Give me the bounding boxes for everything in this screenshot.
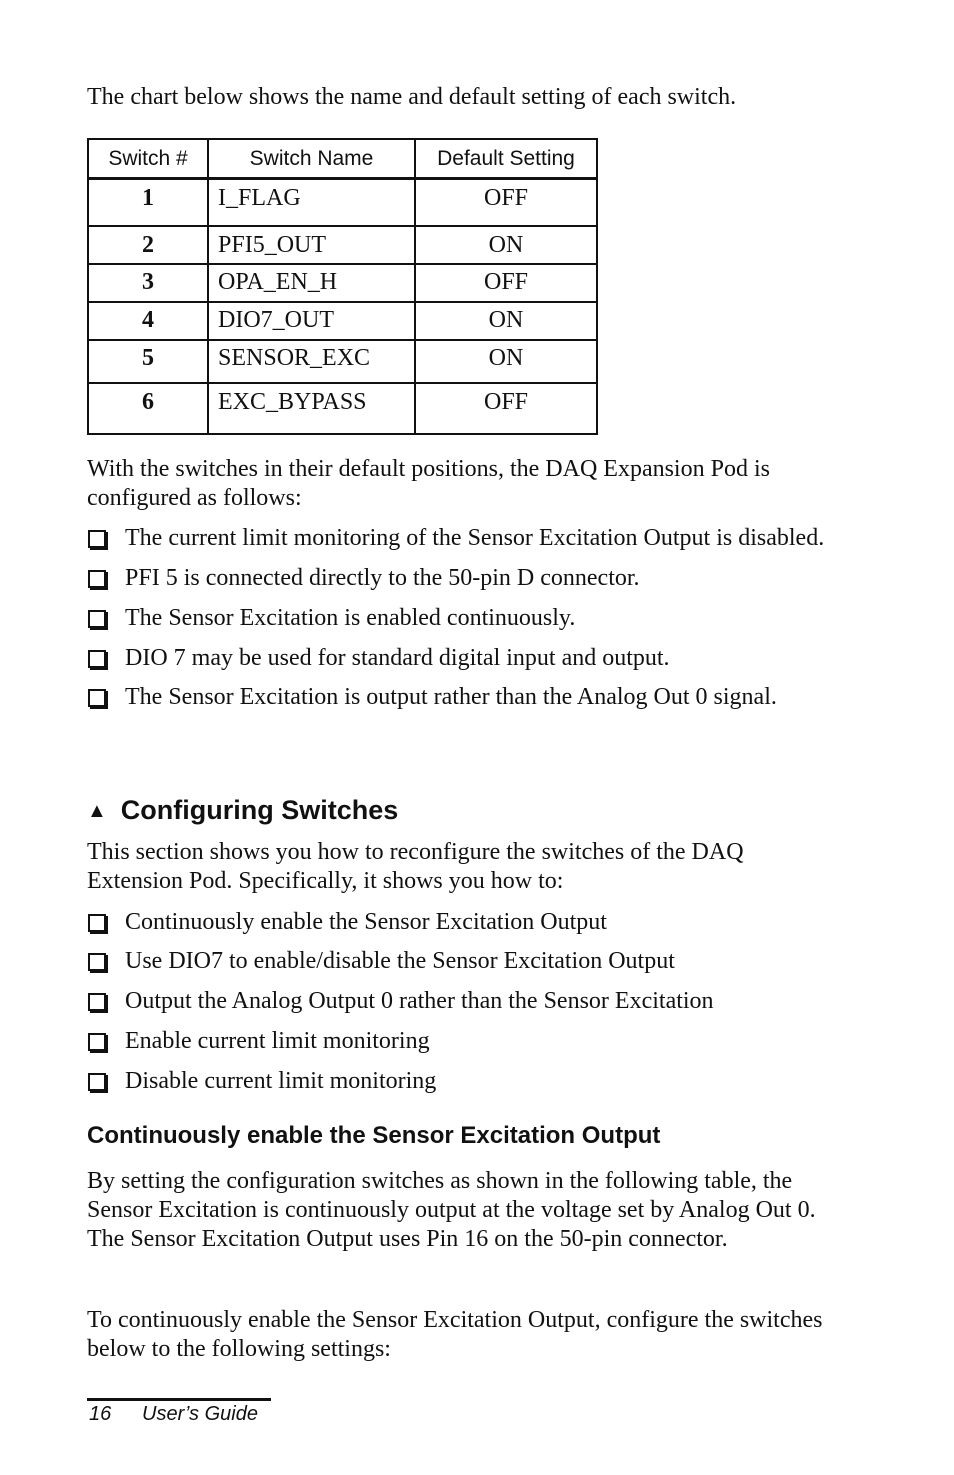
default-setting: OFF <box>415 383 597 434</box>
default-setting: OFF <box>415 264 597 302</box>
switch-name: PFI5_OUT <box>208 226 415 264</box>
footer-title: User’s Guide <box>142 1403 258 1425</box>
checkbox-bullet-icon <box>88 570 106 588</box>
default-setting: ON <box>415 340 597 383</box>
defaults-paragraph: With the switches in their default positions, the DAQ Expansion Pod is configured as follows: <box>87 456 770 511</box>
checkbox-bullet-icon <box>88 1073 106 1091</box>
list-item: Output the Analog Output 0 rather than the Sensor Excitation <box>87 987 827 1016</box>
switch-name: OPA_EN_H <box>208 264 415 302</box>
subsection-heading: Continuously enable the Sensor Excitation Output <box>87 1122 661 1149</box>
list-item: Use DIO7 to enable/disable the Sensor Excitation Output <box>87 947 827 976</box>
list-item: The current limit monitoring of the Sensor Excitation Output is disabled. <box>87 524 827 553</box>
switch-name: EXC_BYPASS <box>208 383 415 434</box>
section-list <box>87 908 827 1096</box>
col-header-switch-name: Switch Name <box>208 139 415 179</box>
switch-table <box>87 138 598 435</box>
switch-name: DIO7_OUT <box>208 302 415 340</box>
col-header-switch-number: Switch # <box>88 139 208 179</box>
section-heading: ▲ Configuring Switches <box>87 793 398 828</box>
defaults-list <box>87 524 827 712</box>
list-item: Continuously enable the Sensor Excitation Output <box>87 908 827 937</box>
subsection-paragraph-2: To continuously enable the Sensor Excitation Output, configure the switches below to the following settings: <box>87 1307 823 1362</box>
table-row <box>88 383 597 434</box>
switch-name: I_FLAG <box>208 179 415 226</box>
default-setting: ON <box>415 226 597 264</box>
switch-number: 4 <box>88 302 208 340</box>
checkbox-bullet-icon <box>88 530 106 548</box>
section-paragraph: This section shows you how to reconfigure the switches of the DAQ Extension Pod. Specifically, it shows you how to: <box>87 839 744 894</box>
list-item: Disable current limit monitoring <box>87 1067 827 1096</box>
checkbox-bullet-icon <box>88 689 106 707</box>
table-header-row <box>88 139 597 179</box>
list-item: DIO 7 may be used for standard digital input and output. <box>87 644 827 673</box>
table-row <box>88 264 597 302</box>
checkbox-bullet-icon <box>88 610 106 628</box>
col-header-default-setting: Default Setting <box>415 139 597 179</box>
table-row <box>88 179 597 226</box>
checkbox-bullet-icon <box>88 953 106 971</box>
list-item: The Sensor Excitation is output rather than the Analog Out 0 signal. <box>87 683 827 712</box>
checkbox-bullet-icon <box>88 993 106 1011</box>
default-setting: ON <box>415 302 597 340</box>
page-footer <box>89 1402 258 1426</box>
list-item: PFI 5 is connected directly to the 50-pin D connector. <box>87 564 827 593</box>
switch-number: 1 <box>88 179 208 226</box>
table-row <box>88 302 597 340</box>
subsection-paragraph-1: By setting the configuration switches as shown in the following table, the Sensor Excitation is continuously output at the voltage set by Analog Out 0. The Sensor Excitation Output uses Pin 16 on the 50-pin connector. <box>87 1168 816 1252</box>
page-number: 16 <box>89 1403 112 1425</box>
triangle-icon: ▲ <box>87 800 107 822</box>
switch-number: 3 <box>88 264 208 302</box>
checkbox-bullet-icon <box>88 650 106 668</box>
switch-number: 5 <box>88 340 208 383</box>
list-item: The Sensor Excitation is enabled continuously. <box>87 604 827 633</box>
checkbox-bullet-icon <box>88 914 106 932</box>
list-item: Enable current limit monitoring <box>87 1027 827 1056</box>
intro-text: The chart below shows the name and default setting of each switch. <box>87 84 737 110</box>
table-row <box>88 340 597 383</box>
checkbox-bullet-icon <box>88 1033 106 1051</box>
switch-number: 2 <box>88 226 208 264</box>
switch-number: 6 <box>88 383 208 434</box>
footer-rule <box>87 1398 271 1401</box>
default-setting: OFF <box>415 179 597 226</box>
switch-name: SENSOR_EXC <box>208 340 415 383</box>
table-row <box>88 226 597 264</box>
